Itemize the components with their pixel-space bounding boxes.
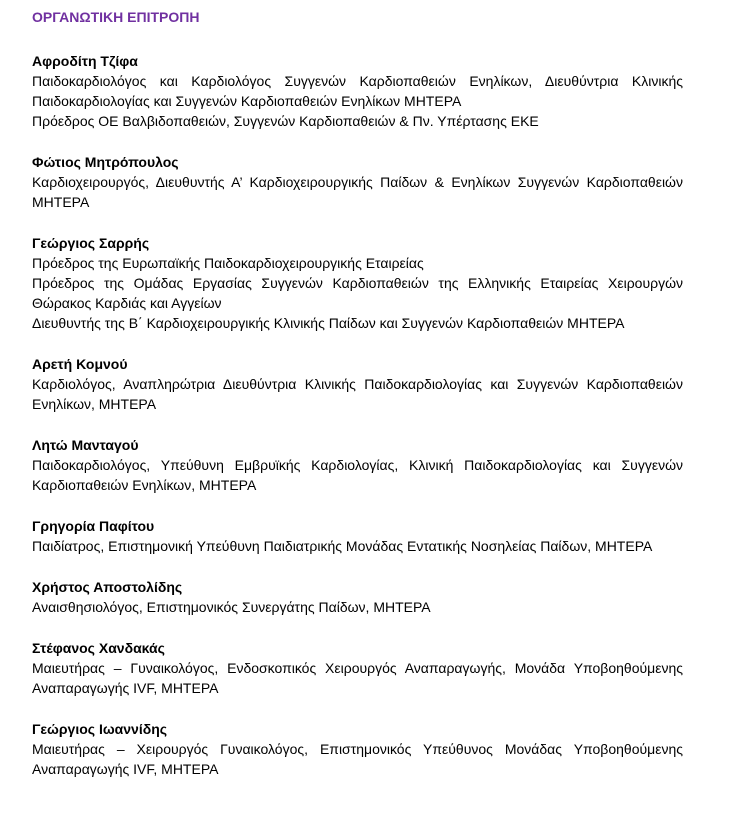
member-entry — [32, 719, 683, 779]
member-name: Φώτιος Μητρόπουλος — [32, 154, 179, 170]
member-role-line: Καρδιοχειρουργός, Διευθυντής Α’ Καρδιοχειρουργικής Παίδων & Ενηλίκων Συγγενών Καρδιοπαθειών ΜΗΤΕΡΑ — [32, 174, 683, 210]
member-entry — [32, 577, 683, 617]
member-name: Στέφανος Χανδακάς — [32, 640, 165, 656]
member-name: Γεώργιος Σαρρής — [32, 235, 150, 251]
member-name: Χρήστος Αποστολίδης — [32, 579, 183, 595]
member-name: Γεώργιος Ιωαννίδης — [32, 721, 168, 737]
document-page — [32, 8, 683, 800]
member-name: Γρηγορία Παφίτου — [32, 518, 155, 534]
member-entry — [32, 435, 683, 495]
committee-heading: ΟΡΓΑΝΩΤΙΚΗ ΕΠΙΤΡΟΠΗ — [32, 9, 200, 25]
member-role-line: Πρόεδρος της Ευρωπαϊκής Παιδοκαρδιοχειρουργικής Εταιρείας — [32, 255, 424, 271]
member-entry — [32, 51, 683, 131]
member-name: Λητώ Μανταγού — [32, 437, 139, 453]
member-entry — [32, 354, 683, 414]
member-role-line: Παιδοκαρδιολόγος, Υπεύθυνη Εμβρυϊκής Καρδιολογίας, Κλινική Παιδοκαρδιολογίας και Συγγενών Καρδιοπαθειών Ενηλίκων, ΜΗΤΕΡΑ — [32, 457, 683, 493]
members-list — [32, 51, 683, 779]
member-role-line: Μαιευτήρας – Γυναικολόγος, Ενδοσκοπικός Χειρουργός Αναπαραγωγής, Μονάδα Υποβοηθούμενης Αναπαραγωγής IVF, ΜΗΤΕΡΑ — [32, 660, 683, 696]
member-role-line: Διευθυντής της Β΄ Καρδιοχειρουργικής Κλινικής Παίδων και Συγγενών Καρδιοπαθειών ΜΗΤΕΡΑ — [32, 315, 625, 331]
member-entry — [32, 516, 683, 556]
member-role-line: Παιδοκαρδιολόγος και Καρδιολόγος Συγγενών Καρδιοπαθειών Ενηλίκων, Διευθύντρια Κλινικής Παιδοκαρδιολογίας και Συγγενών Καρδιοπαθειών Ενηλίκων ΜΗΤΕΡΑ — [32, 73, 683, 109]
member-entry — [32, 233, 683, 333]
member-role-line: Παιδίατρος, Επιστημονική Υπεύθυνη Παιδιατρικής Μονάδας Εντατικής Νοσηλείας Παίδων, ΜΗΤΕΡΑ — [32, 538, 653, 554]
member-entry — [32, 152, 683, 212]
member-name: Αρετή Κομνού — [32, 356, 128, 372]
member-name: Αφροδίτη Τζίφα — [32, 53, 138, 69]
member-role-line: Μαιευτήρας – Χειρουργός Γυναικολόγος, Επιστημονικός Υπεύθυνος Μονάδας Υποβοηθούμενης Αναπαραγωγής IVF, ΜΗΤΕΡΑ — [32, 741, 683, 777]
member-entry — [32, 638, 683, 698]
member-role-line: Πρόεδρος της Ομάδας Εργασίας Συγγενών Καρδιοπαθειών της Ελληνικής Εταιρείας Χειρουργών Θώρακος Καρδιάς και Αγγείων — [32, 275, 683, 311]
member-role-line: Αναισθησιολόγος, Επιστημονικός Συνεργάτης Παίδων, ΜΗΤΕΡΑ — [32, 599, 431, 615]
member-role-line: Καρδιολόγος, Αναπληρώτρια Διευθύντρια Κλινικής Παιδοκαρδιολογίας και Συγγενών Καρδιοπαθειών Ενηλίκων, ΜΗΤΕΡΑ — [32, 376, 683, 412]
member-role-line: Πρόεδρος ΟΕ Βαλβιδοπαθειών, Συγγενών Καρδιοπαθειών & Πν. Υπέρτασης ΕΚΕ — [32, 113, 539, 129]
